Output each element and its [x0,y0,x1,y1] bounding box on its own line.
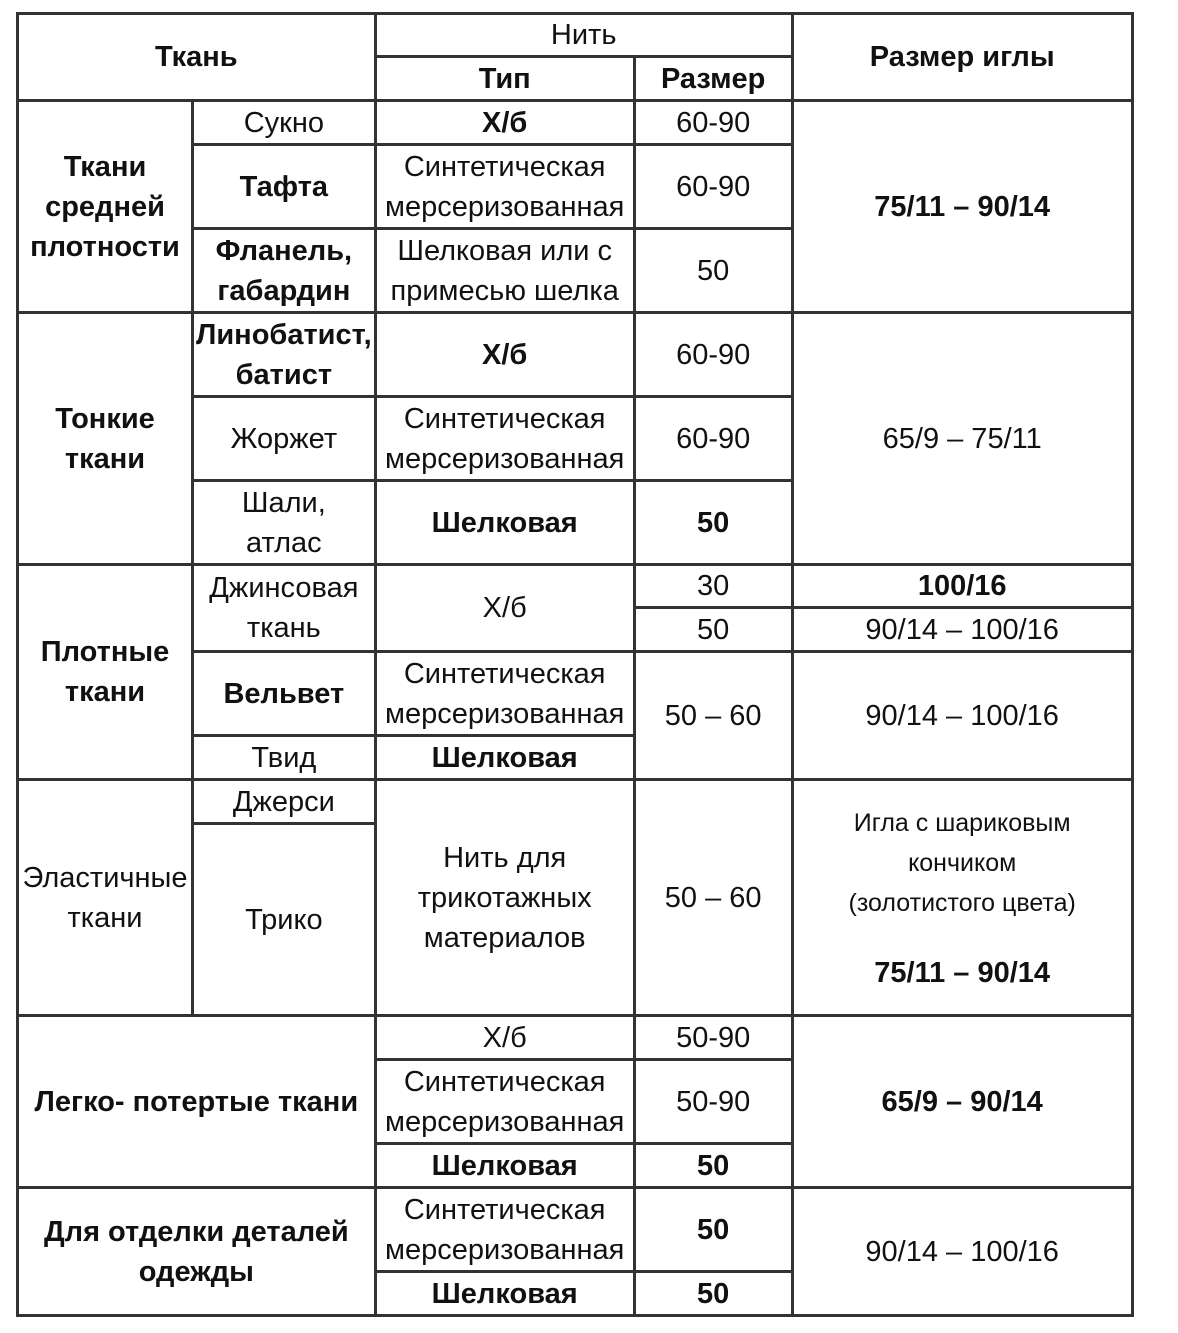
thread-size-cell: 50 – 60 [634,652,792,780]
thread-size-cell: 60-90 [634,313,792,397]
thread-type-cell: Шелковая [375,1144,634,1188]
thread-type-cell: Х/б [375,565,634,652]
needle-size-cell: 90/14 – 100/16 [792,652,1132,780]
fabric-cell: Джинсовая ткань [193,565,376,652]
needle-size-cell [792,780,1132,1016]
thread-type-cell: Синтетическая мерсеризованная [375,652,634,736]
thread-size-cell: 60-90 [634,145,792,229]
thread-size-cell: 50-90 [634,1060,792,1144]
thread-size-cell: 50 [634,229,792,313]
needle-size-value: 75/11 – 90/14 [874,956,1051,989]
thread-type-cell: Синтетическая мерсеризованная [375,397,634,481]
group-name-elastic: Эластичные ткани [18,780,193,1016]
thread-type-cell: Х/б [375,313,634,397]
thread-type-cell: Шелковая или с примесью шелка [375,229,634,313]
header-thread-type: Тип [375,57,634,101]
thread-type-cell: Синтетическая мерсеризованная [375,1060,634,1144]
thread-size-cell: 60-90 [634,397,792,481]
fabric-cell: Тафта [193,145,376,229]
header-thread: Нить [375,14,792,57]
header-fabric: Ткань [18,14,376,101]
thread-size-cell: 50-90 [634,1016,792,1060]
fabric-cell: Трико [193,824,376,1016]
thread-type-cell: Шелковая [375,481,634,565]
needle-size-cell: 65/9 – 75/11 [792,313,1132,565]
fabric-cell: Твид [193,736,376,780]
thread-needle-table [16,12,1134,1317]
thread-size-cell: 50 [634,1272,792,1316]
group-name-finishing: Для отделки деталей одежды [18,1188,376,1316]
thread-size-cell: 30 [634,565,792,608]
thread-size-cell: 50 – 60 [634,780,792,1016]
needle-note: Игла с шариковым кончиком (золотистого цвета) [848,808,1076,917]
thread-size-cell: 50 [634,608,792,652]
thread-type-cell: Нить для трикотажных материалов [375,780,634,1016]
needle-size-cell: 90/14 – 100/16 [792,608,1132,652]
header-thread-size: Размер [634,57,792,101]
thread-type-cell: Шелковая [375,736,634,780]
group-name-medium: Ткани средней плотности [18,101,193,313]
fabric-cell: Джерси [193,780,376,824]
group-name-easy-wear: Легко- потертые ткани [18,1016,376,1188]
needle-size-cell: 65/9 – 90/14 [792,1016,1132,1188]
thread-type-cell: Синтетическая мерсеризованная [375,145,634,229]
group-name-thin: Тонкие ткани [18,313,193,565]
fabric-cell: Фланель, габардин [193,229,376,313]
fabric-cell: Линобатист, батист [193,313,376,397]
thread-type-cell: Шелковая [375,1272,634,1316]
thread-type-cell: Х/б [375,1016,634,1060]
thread-type-cell: Синтетическая мерсеризованная [375,1188,634,1272]
header-needle-size: Размер иглы [792,14,1132,101]
thread-size-cell: 50 [634,1144,792,1188]
fabric-cell: Жоржет [193,397,376,481]
needle-size-cell: 90/14 – 100/16 [792,1188,1132,1316]
group-name-dense: Плотные ткани [18,565,193,780]
thread-size-cell: 50 [634,481,792,565]
fabric-cell: Шали, атлас [193,481,376,565]
fabric-cell: Сукно [193,101,376,145]
thread-size-cell: 50 [634,1188,792,1272]
needle-size-cell: 75/11 – 90/14 [792,101,1132,313]
fabric-cell: Вельвет [193,652,376,736]
thread-type-cell: Х/б [375,101,634,145]
needle-size-cell: 100/16 [792,565,1132,608]
thread-size-cell: 60-90 [634,101,792,145]
